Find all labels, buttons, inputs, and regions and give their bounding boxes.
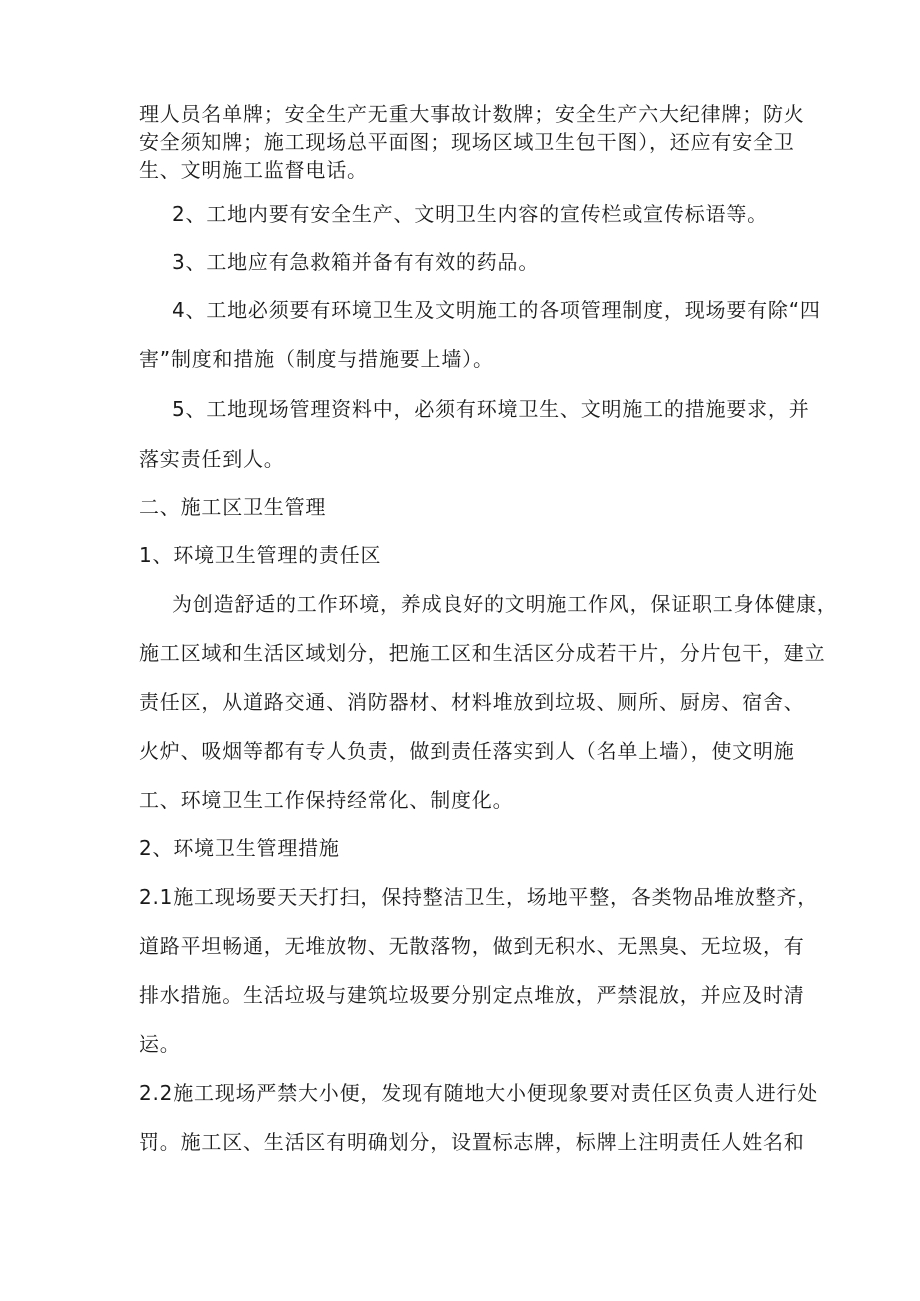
text-line: 排水措施。生活垃圾与建筑垃圾要分别定点堆放，严禁混放，并应及时清 bbox=[139, 983, 805, 1007]
text-line: 运。 bbox=[139, 1032, 181, 1056]
text-line: 落实责任到人。 bbox=[139, 447, 285, 471]
text-line: 2.2施工现场严禁大小便，发现有随地大小便现象要对责任区负责人进行处 bbox=[139, 1081, 819, 1105]
text-line: 安全须知牌；施工现场总平面图；现场区域卫生包干图），还应有安全卫 bbox=[139, 130, 795, 154]
text-line: 火炉、吸烟等都有专人负责，做到责任落实到人（名单上墙），使文明施 bbox=[139, 739, 795, 763]
text-line: 责任区，从道路交通、消防器材、材料堆放到垃圾、厕所、厨房、宿舍、 bbox=[139, 690, 805, 714]
text-line: 2.1施工现场要天天打扫，保持整洁卫生，场地平整，各类物品堆放整齐， bbox=[139, 885, 819, 909]
text-line: 施工区域和生活区域划分，把施工区和生活区分成若干片，分片包干，建立 bbox=[139, 641, 826, 665]
subsection-heading: 2、环境卫生管理措施 bbox=[139, 836, 340, 860]
text-line: 3、工地应有急救箱并备有有效的药品。 bbox=[172, 250, 540, 274]
text-line: 罚。施工区、生活区有明确划分，设置标志牌，标牌上注明责任人姓名和 bbox=[139, 1130, 805, 1154]
text-line: 5、工地现场管理资料中，必须有环境卫生、文明施工的措施要求，并 bbox=[172, 397, 810, 421]
text-line: 道路平坦畅通，无堆放物、无散落物，做到无积水、无黑臭、无垃圾，有 bbox=[139, 934, 805, 958]
text-line: 为创造舒适的工作环境，养成良好的文明施工作风，保证职工身体健康， bbox=[172, 592, 838, 616]
text-line: 生、文明施工监督电话。 bbox=[139, 158, 368, 182]
text-line: 工、环境卫生工作保持经常化、制度化。 bbox=[139, 788, 514, 812]
text-line: 2、工地内要有安全生产、文明卫生内容的宣传栏或宣传标语等。 bbox=[172, 202, 768, 226]
text-line: 4、工地必须要有环境卫生及文明施工的各项管理制度，现场要有除“四 bbox=[172, 298, 821, 322]
text-line: 理人员名单牌；安全生产无重大事故计数牌；安全生产六大纪律牌；防火 bbox=[139, 102, 805, 126]
text-line: 害”制度和措施（制度与措施要上墙）。 bbox=[139, 347, 494, 371]
section-heading: 二、施工区卫生管理 bbox=[139, 495, 327, 519]
subsection-heading: 1、环境卫生管理的责任区 bbox=[139, 543, 382, 567]
